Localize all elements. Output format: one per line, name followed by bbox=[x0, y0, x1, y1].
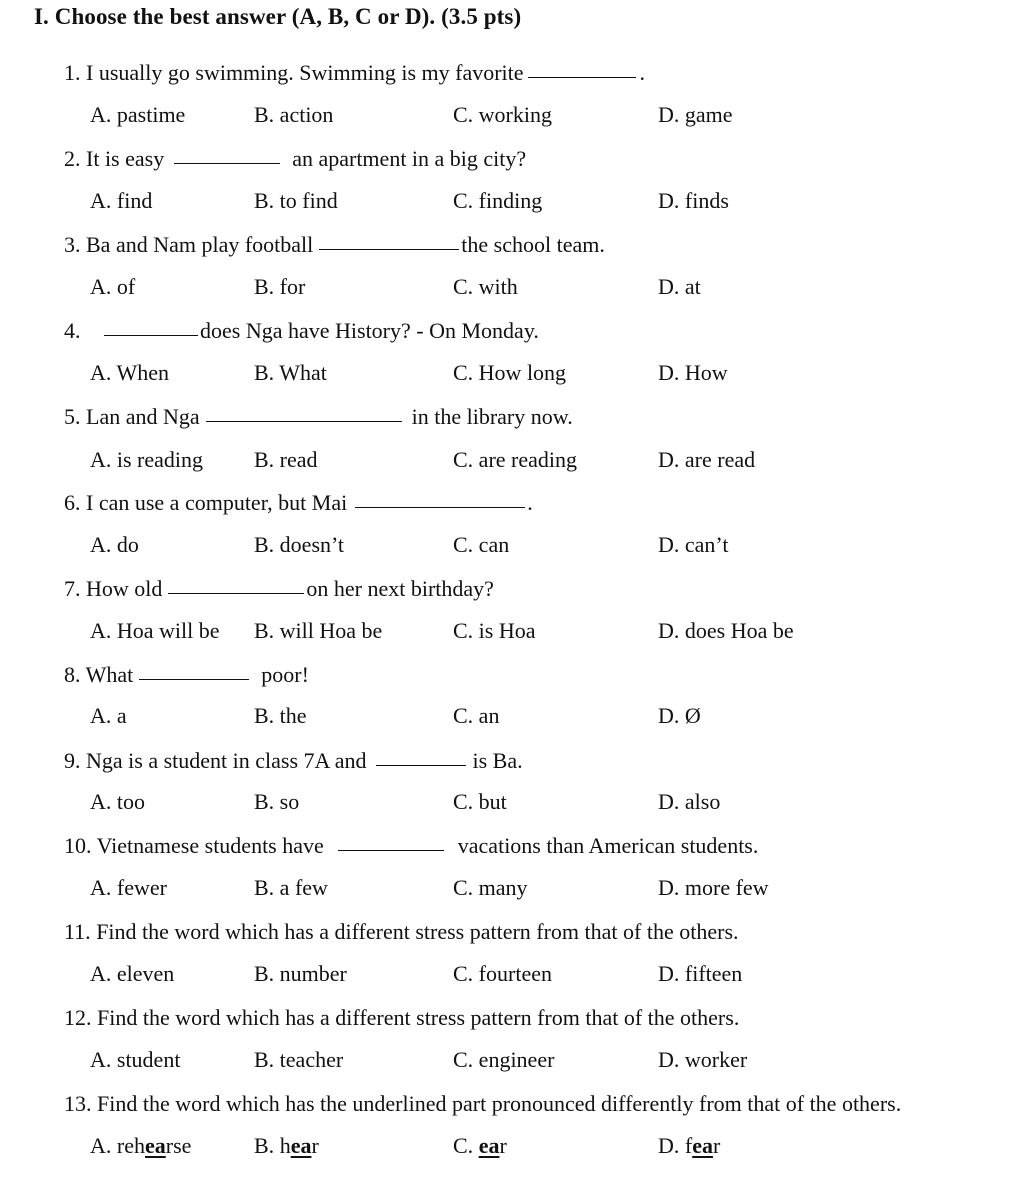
question-stem-end: on her next birthday? bbox=[306, 576, 494, 601]
question-13-text bbox=[64, 1091, 901, 1117]
question-number: 8. bbox=[64, 662, 81, 687]
question-2-option-b[interactable]: B. to find bbox=[254, 188, 338, 213]
answer-blank[interactable] bbox=[206, 420, 402, 422]
answer-blank[interactable] bbox=[139, 678, 249, 680]
question-5-option-d[interactable]: D. are read bbox=[658, 447, 756, 472]
question-stem: Find the word which has a different stress pattern from that of the others. bbox=[96, 919, 739, 944]
question-5-option-c[interactable]: C. are reading bbox=[453, 447, 577, 472]
question-13-option-a[interactable] bbox=[90, 1133, 191, 1159]
question-1-option-a[interactable]: A. pastime bbox=[90, 102, 186, 127]
question-1-option-b[interactable]: B. action bbox=[254, 102, 334, 127]
question-6-option-d[interactable]: D. can’t bbox=[658, 532, 729, 557]
question-stem-end: the school team. bbox=[461, 232, 605, 257]
question-stem-end: . bbox=[527, 490, 533, 515]
question-3-option-d[interactable]: D. at bbox=[658, 274, 701, 299]
question-1-text bbox=[64, 60, 645, 86]
question-4-option-c[interactable]: C. How long bbox=[453, 360, 567, 385]
question-10-option-b[interactable]: B. a few bbox=[254, 875, 328, 900]
question-7-option-c[interactable]: C. is Hoa bbox=[453, 618, 536, 643]
question-1-option-c[interactable]: C. working bbox=[453, 102, 552, 127]
answer-blank[interactable] bbox=[355, 506, 525, 508]
question-3-option-c[interactable]: C. with bbox=[453, 274, 518, 299]
option-text: C. bbox=[453, 1133, 479, 1158]
question-12-text bbox=[64, 1005, 739, 1031]
question-stem: How old bbox=[86, 576, 163, 601]
question-stem: Nga is a student in class 7A and bbox=[86, 748, 367, 773]
question-13-option-c[interactable] bbox=[453, 1133, 507, 1159]
question-11-option-a[interactable]: A. eleven bbox=[90, 961, 175, 986]
underlined-part: ea bbox=[478, 1133, 500, 1158]
question-2-option-d[interactable]: D. finds bbox=[658, 188, 729, 213]
question-number: 9. bbox=[64, 748, 81, 773]
question-4-option-a[interactable]: A. When bbox=[90, 360, 170, 385]
question-10-option-a[interactable]: A. fewer bbox=[90, 875, 167, 900]
question-9-option-c[interactable]: C. but bbox=[453, 789, 507, 814]
question-9-option-a[interactable]: A. too bbox=[90, 789, 145, 814]
question-number: 7. bbox=[64, 576, 81, 601]
question-7-option-d[interactable]: D. does Hoa be bbox=[658, 618, 794, 643]
question-10-text bbox=[64, 833, 758, 859]
question-number: 6. bbox=[64, 490, 81, 515]
question-8-option-d[interactable]: D. Ø bbox=[658, 703, 701, 728]
question-stem: Vietnamese students have bbox=[96, 833, 324, 858]
question-11-option-c[interactable]: C. fourteen bbox=[453, 961, 552, 986]
question-8-text bbox=[64, 662, 309, 688]
underlined-part: ea bbox=[290, 1133, 312, 1158]
answer-blank[interactable] bbox=[168, 592, 304, 594]
question-5-option-b[interactable]: B. read bbox=[254, 447, 318, 472]
section-heading: I. Choose the best answer (A, B, C or D). (3.5 pts) bbox=[34, 4, 522, 29]
question-stem-end: in the library now. bbox=[411, 404, 573, 429]
answer-blank[interactable] bbox=[338, 849, 444, 851]
question-stem-end: poor! bbox=[261, 662, 309, 687]
question-number: 3. bbox=[64, 232, 81, 257]
question-stem: What bbox=[85, 662, 134, 687]
question-8-option-c[interactable]: C. an bbox=[453, 703, 500, 728]
question-stem: Ba and Nam play football bbox=[86, 232, 314, 257]
question-stem-end: an apartment in a big city? bbox=[292, 146, 527, 171]
question-stem: Find the word which has the underlined part pronounced differently from that of the others. bbox=[97, 1091, 902, 1116]
question-11-option-b[interactable]: B. number bbox=[254, 961, 347, 986]
option-text: D. bbox=[658, 1133, 685, 1158]
question-6-option-a[interactable]: A. do bbox=[90, 532, 139, 557]
question-6-option-b[interactable]: B. doesn’t bbox=[254, 532, 345, 557]
question-4-text bbox=[64, 318, 539, 344]
question-5-option-a[interactable]: A. is reading bbox=[90, 447, 204, 472]
question-12-option-b[interactable]: B. teacher bbox=[254, 1047, 344, 1072]
question-6-option-c[interactable]: C. can bbox=[453, 532, 510, 557]
question-stem: Find the word which has a different stress pattern from that of the others. bbox=[97, 1005, 740, 1030]
answer-blank[interactable] bbox=[528, 76, 636, 78]
question-11-text bbox=[64, 919, 739, 945]
question-number: 11. bbox=[64, 919, 91, 944]
question-stem: I usually go swimming. Swimming is my favorite bbox=[86, 60, 524, 85]
question-number: 4. bbox=[64, 318, 81, 343]
question-1-option-d[interactable]: D. game bbox=[658, 102, 733, 127]
question-7-option-b[interactable]: B. will Hoa be bbox=[254, 618, 383, 643]
option-text: rse bbox=[165, 1133, 192, 1158]
option-text: A. bbox=[90, 1133, 117, 1158]
option-text: h bbox=[279, 1133, 291, 1158]
question-4-option-b[interactable]: B. What bbox=[254, 360, 327, 385]
question-stem: Lan and Nga bbox=[86, 404, 200, 429]
question-12-option-d[interactable]: D. worker bbox=[658, 1047, 748, 1072]
question-number: 13. bbox=[64, 1091, 92, 1116]
question-4-option-d[interactable]: D. How bbox=[658, 360, 728, 385]
answer-blank[interactable] bbox=[376, 764, 466, 766]
option-text: f bbox=[684, 1133, 693, 1158]
underlined-part: ea bbox=[692, 1133, 713, 1158]
question-2-text bbox=[64, 146, 526, 172]
question-8-option-a[interactable]: A. a bbox=[90, 703, 127, 728]
question-stem-end: . bbox=[639, 60, 646, 85]
question-stem-end: does Nga have History? - On Monday. bbox=[200, 318, 539, 343]
question-6-text bbox=[64, 490, 533, 516]
question-number: 12. bbox=[64, 1005, 92, 1030]
question-9-text bbox=[64, 748, 523, 774]
option-text: B. bbox=[254, 1133, 280, 1158]
question-7-text bbox=[64, 576, 494, 602]
question-number: 5. bbox=[64, 404, 81, 429]
option-text: reh bbox=[116, 1133, 145, 1158]
question-7-option-a[interactable]: A. Hoa will be bbox=[90, 618, 220, 643]
question-3-option-b[interactable]: B. for bbox=[254, 274, 306, 299]
option-text: r bbox=[712, 1133, 721, 1158]
question-5-text bbox=[64, 404, 573, 430]
question-3-option-a[interactable]: A. of bbox=[90, 274, 136, 299]
question-stem-end: is Ba. bbox=[472, 748, 523, 773]
underlined-part: ea bbox=[144, 1133, 166, 1158]
question-stem-end: vacations than American students. bbox=[457, 833, 759, 858]
question-stem: I can use a computer, but Mai bbox=[86, 490, 348, 515]
question-13-option-d[interactable] bbox=[658, 1133, 720, 1159]
question-2-option-a[interactable]: A. find bbox=[90, 188, 153, 213]
answer-blank[interactable] bbox=[319, 248, 459, 250]
question-3-text bbox=[64, 232, 605, 258]
question-12-option-c[interactable]: C. engineer bbox=[453, 1047, 555, 1072]
question-number: 1. bbox=[64, 60, 81, 85]
question-number: 10. bbox=[64, 833, 92, 858]
answer-blank[interactable] bbox=[104, 334, 198, 336]
question-number: 2. bbox=[64, 146, 81, 171]
option-text: r bbox=[499, 1133, 507, 1158]
option-text: r bbox=[311, 1133, 319, 1158]
question-2-option-c[interactable]: C. finding bbox=[453, 188, 543, 213]
question-12-option-a[interactable]: A. student bbox=[90, 1047, 181, 1072]
answer-blank[interactable] bbox=[174, 162, 280, 164]
question-9-option-b[interactable]: B. so bbox=[254, 789, 300, 814]
question-11-option-d[interactable]: D. fifteen bbox=[658, 961, 743, 986]
question-10-option-c[interactable]: C. many bbox=[453, 875, 528, 900]
question-8-option-b[interactable]: B. the bbox=[254, 703, 307, 728]
question-10-option-d[interactable]: D. more few bbox=[658, 875, 769, 900]
question-13-option-b[interactable] bbox=[254, 1133, 319, 1159]
question-9-option-d[interactable]: D. also bbox=[658, 789, 721, 814]
question-stem: It is easy bbox=[86, 146, 165, 171]
